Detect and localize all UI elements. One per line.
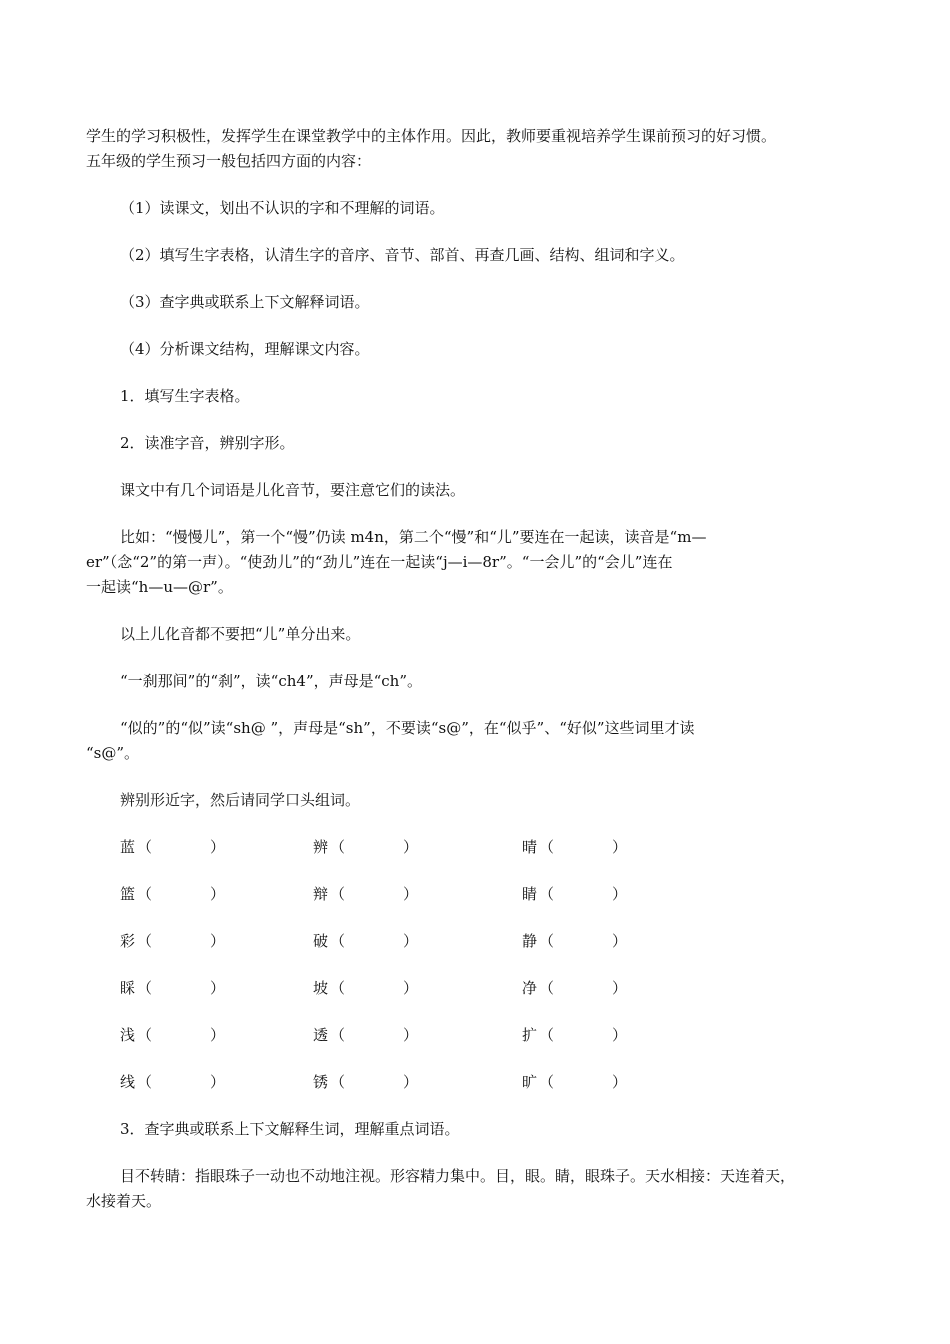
char: 破 xyxy=(313,932,329,950)
erhua-example-line-1: 比如：“慢慢儿”，第一个“慢”仍读 m4n，第二个“慢”和“儿”要连在一起读，读音是“m— xyxy=(120,528,707,546)
char-cell xyxy=(120,1023,313,1048)
char: 辩 xyxy=(313,885,329,903)
char: 蓝 xyxy=(120,838,136,856)
char-cell xyxy=(120,882,313,907)
char: 透 xyxy=(313,1026,329,1044)
blank-open: （ xyxy=(330,838,346,856)
char-cell xyxy=(522,835,722,860)
char-row xyxy=(86,1070,864,1095)
blank-close: ） xyxy=(612,1026,628,1044)
erhua-example-paragraph xyxy=(86,525,864,600)
char-cell xyxy=(522,929,722,954)
char-cell xyxy=(120,1070,313,1095)
preview-item-2: （2）填写生字表格，认清生字的音序、音节、部首、再查几画、结构、组词和字义。 xyxy=(120,246,685,264)
erhua-example-line-2: er”（念“2”的第一声）。“使劲儿”的“劲儿”连在一起读“j—i—8r”。“一会儿”的“会儿”连在 xyxy=(86,553,673,571)
blank-open: （ xyxy=(137,1026,153,1044)
intro-line-2: 五年级的学生预习一般包括四方面的内容： xyxy=(86,152,372,170)
char: 净 xyxy=(522,979,538,997)
char-row xyxy=(86,835,864,860)
blank-close: ） xyxy=(210,1073,226,1091)
blank-open: （ xyxy=(137,932,153,950)
erhua-intro: 课文中有几个词语是儿化音节，要注意它们的读法。 xyxy=(120,481,466,499)
blank-close: ） xyxy=(612,979,628,997)
blank-open: （ xyxy=(137,979,153,997)
si-line-2: “s@”。 xyxy=(86,744,140,762)
preview-item-4: （4）分析课文结构，理解课文内容。 xyxy=(120,340,370,358)
blank-open: （ xyxy=(539,979,555,997)
char-cell xyxy=(313,882,522,907)
blank-close: ） xyxy=(210,838,226,856)
char: 浅 xyxy=(120,1026,136,1044)
erhua-note: 以上儿化音都不要把“儿”单分出来。 xyxy=(120,625,361,643)
blank-close: ） xyxy=(612,838,628,856)
char-cell xyxy=(522,976,722,1001)
char-cell xyxy=(522,882,722,907)
char: 辨 xyxy=(313,838,329,856)
char-row xyxy=(86,882,864,907)
char: 旷 xyxy=(522,1073,538,1091)
definition-line-2: 水接着天。 xyxy=(86,1192,162,1210)
char: 锈 xyxy=(313,1073,329,1091)
blank-close: ） xyxy=(210,979,226,997)
blank-open: （ xyxy=(330,979,346,997)
si-line-1: “似的”的“似”读“sh@ ”，声母是“sh”，不要读“s@”，在“似乎”、“好似”这些词里才读 xyxy=(120,719,695,737)
char-cell xyxy=(120,976,313,1001)
intro-line-1: 学生的学习积极性，发挥学生在课堂教学中的主体作用。因此，教师要重视培养学生课前预习的好习惯。 xyxy=(86,127,777,145)
blank-open: （ xyxy=(330,1026,346,1044)
blank-open: （ xyxy=(330,885,346,903)
char-cell xyxy=(120,835,313,860)
blank-close: ） xyxy=(403,838,419,856)
blank-close: ） xyxy=(210,1026,226,1044)
char: 篮 xyxy=(120,885,136,903)
preview-item-3: （3）查字典或联系上下文解释词语。 xyxy=(120,293,370,311)
blank-close: ） xyxy=(210,885,226,903)
char-row xyxy=(86,1023,864,1048)
similar-characters-grid xyxy=(86,835,864,1095)
blank-close: ） xyxy=(403,979,419,997)
char: 坡 xyxy=(313,979,329,997)
definition-line-1: 目不转睛：指眼珠子一动也不动地注视。形容精力集中。目，眼。睛，眼珠子。天水相接：天连着天， xyxy=(120,1167,796,1185)
blank-close: ） xyxy=(403,1026,419,1044)
blank-close: ） xyxy=(612,885,628,903)
blank-open: （ xyxy=(539,838,555,856)
blank-open: （ xyxy=(330,932,346,950)
blank-close: ） xyxy=(612,932,628,950)
blank-open: （ xyxy=(539,932,555,950)
blank-open: （ xyxy=(539,1026,555,1044)
blank-close: ） xyxy=(403,932,419,950)
cha-pronunciation-note: “一刹那间”的“刹”，读“ch4”，声母是“ch”。 xyxy=(120,672,423,690)
char-cell xyxy=(522,1023,722,1048)
step-2-heading: 2．读准字音，辨别字形。 xyxy=(120,434,295,452)
blank-close: ） xyxy=(612,1073,628,1091)
preview-item-1: （1）读课文，划出不认识的字和不理解的词语。 xyxy=(120,199,445,217)
step-1-heading: 1．填写生字表格。 xyxy=(120,387,250,405)
char: 线 xyxy=(120,1073,136,1091)
blank-open: （ xyxy=(137,1073,153,1091)
char: 彩 xyxy=(120,932,136,950)
blank-close: ） xyxy=(403,1073,419,1091)
erhua-example-line-3: 一起读“h—u—@r”。 xyxy=(86,578,233,596)
compare-intro: 辨别形近字，然后请同学口头组词。 xyxy=(120,791,361,809)
blank-open: （ xyxy=(330,1073,346,1091)
char-cell xyxy=(313,929,522,954)
blank-close: ） xyxy=(403,885,419,903)
char: 睛 xyxy=(522,885,538,903)
char-row xyxy=(86,976,864,1001)
char-cell xyxy=(313,1070,522,1095)
step-3-heading: 3．查字典或联系上下文解释生词，理解重点词语。 xyxy=(120,1120,460,1138)
blank-open: （ xyxy=(539,1073,555,1091)
char: 晴 xyxy=(522,838,538,856)
si-pronunciation-paragraph xyxy=(86,716,864,766)
char: 静 xyxy=(522,932,538,950)
blank-close: ） xyxy=(210,932,226,950)
char: 睬 xyxy=(120,979,136,997)
char-cell xyxy=(313,835,522,860)
char: 扩 xyxy=(522,1026,538,1044)
blank-open: （ xyxy=(137,838,153,856)
definitions-paragraph xyxy=(86,1164,864,1214)
blank-open: （ xyxy=(137,885,153,903)
char-row xyxy=(86,929,864,954)
char-cell xyxy=(313,1023,522,1048)
char-cell xyxy=(120,929,313,954)
blank-open: （ xyxy=(539,885,555,903)
char-cell xyxy=(313,976,522,1001)
char-cell xyxy=(522,1070,722,1095)
